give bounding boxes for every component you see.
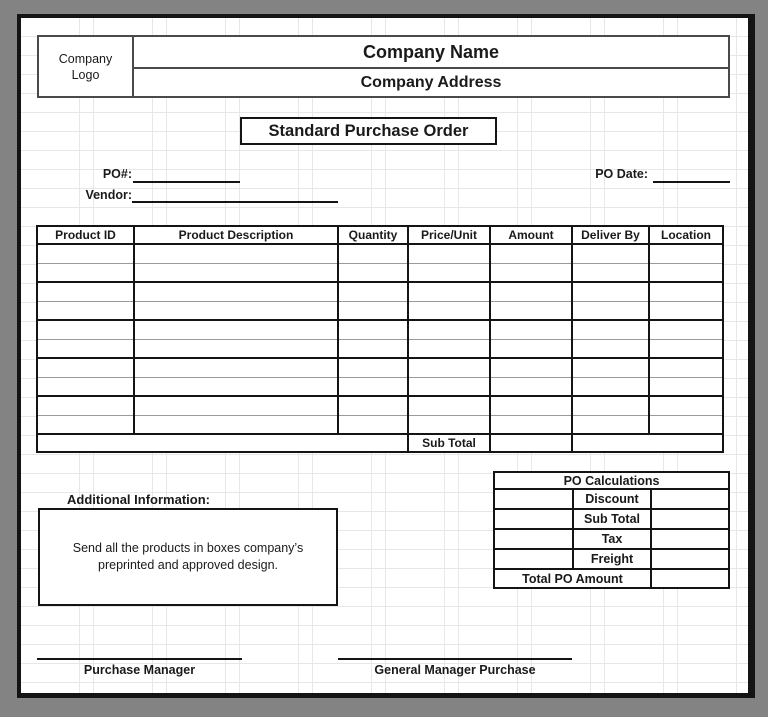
- calc-row-total: [494, 569, 729, 588]
- item-cell[interactable]: [490, 339, 572, 358]
- item-cell[interactable]: [572, 358, 649, 377]
- item-cell[interactable]: [408, 358, 490, 377]
- item-cell[interactable]: [649, 377, 723, 396]
- document-title: Standard Purchase Order: [240, 117, 497, 145]
- item-cell[interactable]: [572, 301, 649, 320]
- item-cell[interactable]: [37, 301, 134, 320]
- item-cell[interactable]: [134, 320, 338, 339]
- col-product-description: Product Description: [134, 226, 338, 244]
- calc-row-discount: [494, 489, 729, 509]
- item-cell[interactable]: [408, 301, 490, 320]
- item-cell[interactable]: [134, 358, 338, 377]
- item-row: [37, 339, 723, 358]
- item-cell[interactable]: [649, 339, 723, 358]
- item-row: [37, 396, 723, 415]
- item-cell[interactable]: [490, 282, 572, 301]
- item-cell[interactable]: [37, 244, 134, 263]
- calc-value-subtotal[interactable]: [651, 509, 729, 529]
- calc-row-subtotal: [494, 509, 729, 529]
- item-cell[interactable]: [572, 415, 649, 434]
- items-body: [37, 244, 723, 434]
- additional-info-line2: preprinted and approved design.: [98, 558, 278, 572]
- item-cell[interactable]: [572, 263, 649, 282]
- company-address: Company Address: [360, 73, 502, 91]
- calc-label-subtotal: Sub Total: [573, 509, 651, 529]
- purchase-manager-label: Purchase Manager: [83, 663, 196, 677]
- col-location: Location: [649, 226, 723, 244]
- item-cell[interactable]: [490, 396, 572, 415]
- calc-spacer-cell: [494, 549, 573, 569]
- subtotal-row: [37, 434, 723, 452]
- item-cell[interactable]: [338, 263, 408, 282]
- company-header-right: [134, 37, 728, 96]
- item-cell[interactable]: [649, 244, 723, 263]
- vendor-field[interactable]: [132, 188, 338, 203]
- item-cell[interactable]: [490, 244, 572, 263]
- item-row: [37, 358, 723, 377]
- item-cell[interactable]: [490, 301, 572, 320]
- po-calculations-title: PO Calculations: [494, 472, 729, 489]
- item-cell[interactable]: [338, 358, 408, 377]
- item-row: [37, 301, 723, 320]
- item-cell[interactable]: [572, 339, 649, 358]
- item-cell[interactable]: [572, 244, 649, 263]
- item-cell[interactable]: [134, 396, 338, 415]
- purchase-manager-signature-line[interactable]: [37, 630, 242, 660]
- subtotal-spacer-cell: [37, 434, 408, 452]
- item-cell[interactable]: [37, 282, 134, 301]
- item-row: [37, 415, 723, 434]
- item-cell[interactable]: [649, 282, 723, 301]
- company-logo-placeholder: Company Logo: [39, 37, 134, 96]
- item-cell[interactable]: [490, 377, 572, 396]
- general-manager-signature-line[interactable]: [338, 630, 572, 660]
- item-cell[interactable]: [408, 339, 490, 358]
- calc-value-discount[interactable]: [651, 489, 729, 509]
- subtotal-right-spacer-cell: [572, 434, 723, 452]
- item-cell[interactable]: [572, 377, 649, 396]
- line-items-table: [36, 225, 724, 453]
- company-name: Company Name: [134, 37, 728, 69]
- item-row: [37, 377, 723, 396]
- item-cell[interactable]: [408, 377, 490, 396]
- vendor-label: Vendor:: [85, 188, 132, 202]
- item-cell[interactable]: [572, 282, 649, 301]
- additional-info-label: Additional Information:: [67, 492, 210, 507]
- col-product-id: Product ID: [37, 226, 134, 244]
- item-cell[interactable]: [338, 320, 408, 339]
- item-cell[interactable]: [37, 396, 134, 415]
- subtotal-amount-cell[interactable]: [490, 434, 572, 452]
- item-cell[interactable]: [649, 396, 723, 415]
- general-manager-label: General Manager Purchase: [374, 663, 536, 677]
- po-date-field[interactable]: [653, 168, 730, 183]
- item-cell[interactable]: [338, 415, 408, 434]
- item-cell[interactable]: [338, 396, 408, 415]
- po-date-label: PO Date:: [595, 167, 648, 181]
- additional-info-box[interactable]: [38, 508, 338, 606]
- item-cell[interactable]: [490, 263, 572, 282]
- item-row: [37, 244, 723, 263]
- item-cell[interactable]: [37, 358, 134, 377]
- item-cell[interactable]: [37, 320, 134, 339]
- item-cell[interactable]: [649, 415, 723, 434]
- item-cell[interactable]: [134, 415, 338, 434]
- calc-row-tax: [494, 529, 729, 549]
- col-amount: Amount: [490, 226, 572, 244]
- item-row: [37, 263, 723, 282]
- purchase-order-page: [17, 14, 755, 698]
- item-cell[interactable]: [408, 415, 490, 434]
- calc-value-freight[interactable]: [651, 549, 729, 569]
- item-cell[interactable]: [649, 263, 723, 282]
- item-cell[interactable]: [572, 396, 649, 415]
- calc-label-freight: Freight: [573, 549, 651, 569]
- item-cell[interactable]: [490, 320, 572, 339]
- item-row: [37, 320, 723, 339]
- item-cell[interactable]: [649, 301, 723, 320]
- item-cell[interactable]: [572, 320, 649, 339]
- item-cell[interactable]: [338, 301, 408, 320]
- item-cell[interactable]: [37, 339, 134, 358]
- calc-spacer-cell: [494, 509, 573, 529]
- item-cell[interactable]: [338, 377, 408, 396]
- item-cell[interactable]: [408, 320, 490, 339]
- item-cell[interactable]: [37, 263, 134, 282]
- calc-row-freight: [494, 549, 729, 569]
- calc-value-total[interactable]: [651, 569, 729, 588]
- col-quantity: Quantity: [338, 226, 408, 244]
- calc-value-tax[interactable]: [651, 529, 729, 549]
- item-cell[interactable]: [408, 282, 490, 301]
- calc-spacer-cell: [494, 529, 573, 549]
- item-cell[interactable]: [490, 358, 572, 377]
- item-cell[interactable]: [649, 320, 723, 339]
- calc-label-tax: Tax: [573, 529, 651, 549]
- item-cell[interactable]: [134, 263, 338, 282]
- item-cell[interactable]: [408, 263, 490, 282]
- po-calculations-header: [494, 472, 729, 489]
- item-cell[interactable]: [338, 244, 408, 263]
- item-cell[interactable]: [408, 396, 490, 415]
- item-cell[interactable]: [134, 282, 338, 301]
- item-cell[interactable]: [490, 415, 572, 434]
- item-cell[interactable]: [134, 339, 338, 358]
- item-row: [37, 282, 723, 301]
- col-deliver-by: Deliver By: [572, 226, 649, 244]
- additional-info-line1: Send all the products in boxes company’s: [72, 541, 304, 555]
- calc-spacer-cell: [494, 489, 573, 509]
- subtotal-label: Sub Total: [408, 434, 490, 452]
- calc-label-discount: Discount: [573, 489, 651, 509]
- calc-label-total: Total PO Amount: [494, 569, 651, 588]
- sheet-area: [21, 18, 748, 693]
- po-number-field[interactable]: [133, 168, 240, 183]
- item-cell[interactable]: [338, 282, 408, 301]
- item-cell[interactable]: [134, 377, 338, 396]
- po-calculations-table: [493, 471, 730, 589]
- item-cell[interactable]: [338, 339, 408, 358]
- item-cell[interactable]: [37, 415, 134, 434]
- item-cell[interactable]: [134, 301, 338, 320]
- items-header-row: [37, 226, 723, 244]
- po-number-label: PO#:: [102, 167, 132, 181]
- item-cell[interactable]: [408, 244, 490, 263]
- company-header: [37, 35, 730, 98]
- item-cell[interactable]: [649, 358, 723, 377]
- item-cell[interactable]: [134, 244, 338, 263]
- item-cell[interactable]: [37, 377, 134, 396]
- col-price-unit: Price/Unit: [408, 226, 490, 244]
